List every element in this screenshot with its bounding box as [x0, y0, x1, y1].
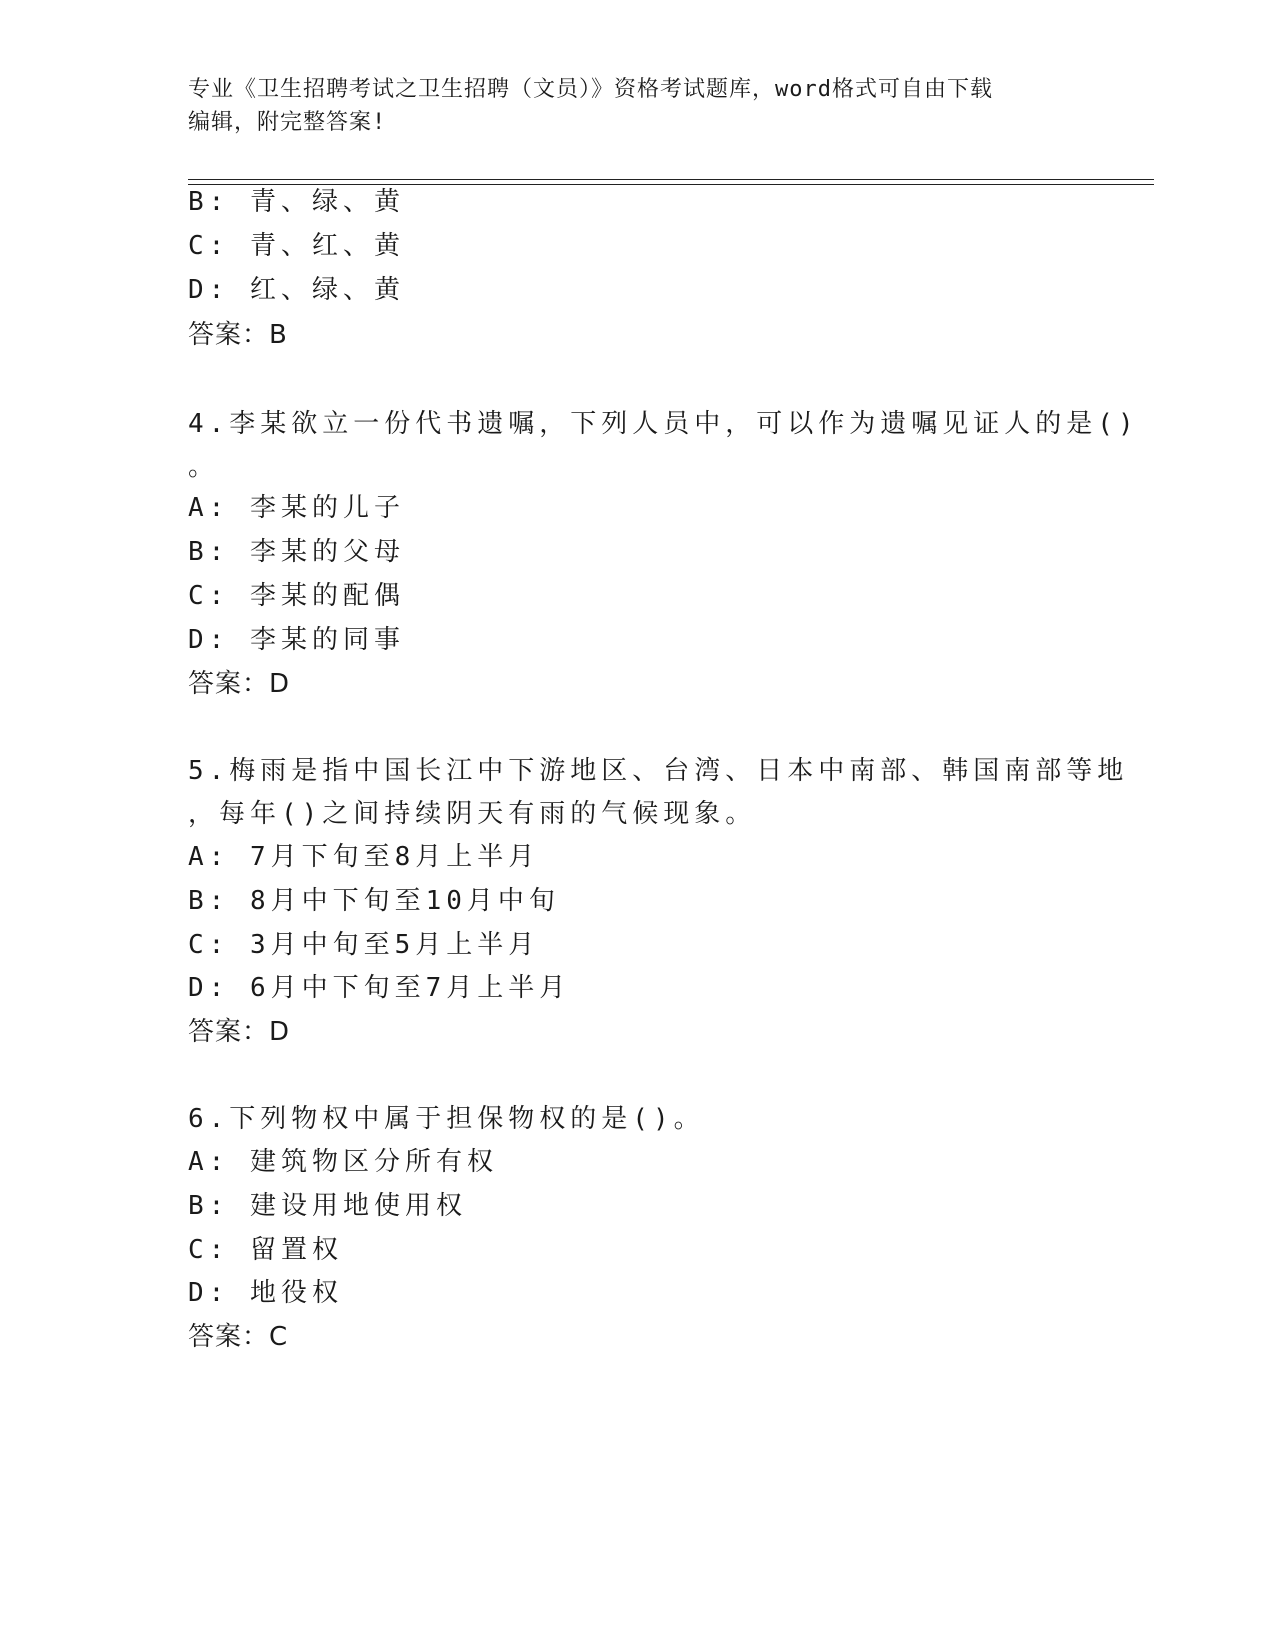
- q3-option-c: C: 青、红、黄: [188, 231, 405, 261]
- q3-answer: 答案：B: [188, 320, 288, 350]
- q6-option-b: B: 建设用地使用权: [188, 1191, 467, 1221]
- q5-option-a: A: 7月下旬至8月上半月: [188, 842, 540, 872]
- q5-answer: 答案：D: [188, 1017, 291, 1047]
- header-line-2: 编辑，附完整答案!: [188, 110, 387, 135]
- q5-option-d: D: 6月中下旬至7月上半月: [188, 973, 571, 1003]
- q3-option-b: B: 青、绿、黄: [188, 187, 405, 217]
- q4-stem-line-1: 4.李某欲立一份代书遗嘱，下列人员中，可以作为遗嘱见证人的是(): [188, 409, 1139, 439]
- q5-stem-line-2: ，每年()之间持续阴天有雨的气候现象。: [188, 799, 757, 829]
- q6-option-d: D: 地役权: [188, 1278, 343, 1308]
- q4-stem-line-2: 。: [188, 452, 220, 482]
- q6-stem: 6.下列物权中属于担保物权的是()。: [188, 1104, 705, 1134]
- q4-option-b: B: 李某的父母: [188, 537, 405, 567]
- header-divider-top: [188, 179, 1154, 180]
- document-header: [188, 73, 1068, 139]
- q6-option-a: A: 建筑物区分所有权: [188, 1147, 498, 1177]
- q4-option-a: A: 李某的儿子: [188, 493, 405, 523]
- q5-stem-line-1: 5.梅雨是指中国长江中下游地区、台湾、日本中南部、韩国南部等地: [188, 756, 1129, 786]
- q6-option-c: C: 留置权: [188, 1235, 343, 1265]
- q6-answer: 答案：C: [188, 1322, 289, 1352]
- q4-option-d: D: 李某的同事: [188, 625, 405, 655]
- q4-option-c: C: 李某的配偶: [188, 581, 405, 611]
- q3-option-d: D: 红、绿、黄: [188, 275, 405, 305]
- q5-option-b: B: 8月中下旬至10月中旬: [188, 886, 560, 916]
- header-line-1: 专业《卫生招聘考试之卫生招聘（文员）》资格考试题库，word格式可自由下载: [188, 77, 993, 102]
- q4-answer: 答案：D: [188, 669, 291, 699]
- q5-option-c: C: 3月中旬至5月上半月: [188, 930, 540, 960]
